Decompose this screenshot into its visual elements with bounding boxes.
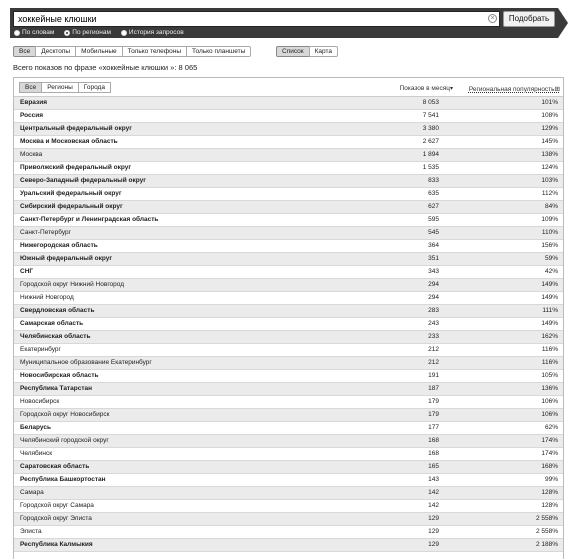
region-name[interactable]: Городской округ Новосибирск	[20, 411, 110, 418]
regional-popularity: 84%	[544, 203, 558, 210]
regional-popularity: 136%	[541, 385, 558, 392]
table-row	[14, 214, 563, 227]
region-filter-tab[interactable]: Города	[78, 82, 111, 93]
regional-popularity: 2 558%	[535, 528, 558, 535]
table-row	[14, 318, 563, 331]
table-row	[14, 136, 563, 149]
region-name[interactable]: Челябинская область	[20, 333, 91, 340]
table-row	[14, 188, 563, 201]
device-tab[interactable]: Только телефоны	[122, 46, 187, 57]
region-name[interactable]: Муниципальное образование Екатеринбург	[20, 359, 152, 366]
region-name[interactable]: Москва	[20, 151, 43, 158]
table-row	[14, 149, 563, 162]
shows-count: 294	[428, 281, 439, 288]
region-name[interactable]: Санкт-Петербург	[20, 229, 71, 236]
table-row	[14, 266, 563, 279]
table-row	[14, 461, 563, 474]
regional-popularity: 2 558%	[535, 515, 558, 522]
regional-popularity: 110%	[541, 229, 558, 236]
regional-popularity: 174%	[541, 450, 558, 457]
regional-popularity: 174%	[541, 437, 558, 444]
region-name[interactable]: Городской округ Элиста	[20, 515, 92, 522]
column-header-popularity[interactable]	[469, 85, 560, 93]
table-body	[14, 97, 563, 552]
table-row	[14, 175, 563, 188]
device-tab[interactable]: Только планшеты	[186, 46, 251, 57]
table-row	[14, 292, 563, 305]
region-table	[13, 77, 564, 559]
table-row	[14, 162, 563, 175]
shows-count: 833	[428, 177, 439, 184]
region-name[interactable]: Нижний Новгород	[20, 294, 74, 301]
region-name[interactable]: Нижегородская область	[20, 242, 98, 249]
region-name[interactable]: Республика Калмыкия	[20, 541, 93, 548]
regional-popularity: 168%	[541, 463, 558, 470]
shows-count: 168	[428, 437, 439, 444]
regional-popularity: 106%	[541, 398, 558, 405]
regional-popularity: 129%	[541, 125, 558, 132]
table-row	[14, 474, 563, 487]
regional-popularity: 59%	[544, 255, 558, 262]
region-filter-tabs	[19, 82, 110, 93]
regional-popularity: 124%	[541, 164, 558, 171]
search-mode-group	[14, 29, 184, 37]
region-filter-tab[interactable]: Все	[19, 82, 42, 93]
shows-count: 142	[428, 502, 439, 509]
regional-popularity: 99%	[544, 476, 558, 483]
regional-popularity: 138%	[541, 151, 558, 158]
search-mode-radio[interactable]	[64, 29, 111, 37]
table-row	[14, 396, 563, 409]
regional-popularity: 106%	[541, 411, 558, 418]
device-tab[interactable]: Десктопы	[35, 46, 76, 57]
column-header-shows-label: Показов в месяц	[399, 85, 450, 92]
table-row	[14, 383, 563, 396]
shows-count: 233	[428, 333, 439, 340]
region-name[interactable]: Челябинский городской округ	[20, 437, 109, 444]
table-row	[14, 279, 563, 292]
table-row	[14, 331, 563, 344]
view-tab[interactable]: Список	[276, 46, 310, 57]
regional-popularity: 105%	[541, 372, 558, 379]
region-name[interactable]: Свердловская область	[20, 307, 95, 314]
shows-count: 187	[428, 385, 439, 392]
radio-circle-icon	[121, 30, 127, 36]
search-mode-radio[interactable]	[14, 29, 54, 37]
shows-count: 545	[428, 229, 439, 236]
shows-count: 129	[428, 515, 439, 522]
shows-count: 627	[428, 203, 439, 210]
regional-popularity: 108%	[541, 112, 558, 119]
regional-popularity: 112%	[541, 190, 558, 197]
region-name[interactable]: СНГ	[20, 268, 34, 275]
total-shows-summary: Всего показов по фразе «хоккейные клюшки »: 8 065	[13, 63, 198, 72]
shows-count: 243	[428, 320, 439, 327]
table-row	[14, 110, 563, 123]
search-mode-label: По регионам	[72, 29, 111, 36]
table-row	[14, 513, 563, 526]
region-name[interactable]: Городской округ Нижний Новгород	[20, 281, 125, 288]
shows-count: 1 894	[422, 151, 439, 158]
regional-popularity: 149%	[541, 281, 558, 288]
region-name[interactable]: Приволжский федеральный округ	[20, 164, 132, 171]
column-header-popularity-label: Региональная популярность	[468, 86, 555, 93]
regional-popularity: 109%	[541, 216, 558, 223]
search-mode-label: История запросов	[128, 29, 184, 36]
region-name[interactable]: Уральский федеральный округ	[20, 190, 122, 197]
search-mode-label: По словам	[22, 29, 55, 36]
region-name[interactable]: Россия	[20, 112, 44, 119]
device-tabs	[13, 46, 250, 57]
shows-count: 177	[428, 424, 439, 431]
table-row	[14, 201, 563, 214]
popularity-info-icon: ⊞	[554, 86, 560, 93]
region-name[interactable]: Республика Татарстан	[20, 385, 93, 392]
regional-popularity: 2 188%	[535, 541, 558, 548]
search-button[interactable]: Подобрать	[503, 11, 555, 27]
table-row	[14, 123, 563, 136]
region-name[interactable]: Республика Башкортостан	[20, 476, 106, 483]
table-row	[14, 227, 563, 240]
view-tabs	[276, 46, 337, 57]
regional-popularity: 162%	[541, 333, 558, 340]
shows-count: 294	[428, 294, 439, 301]
region-name[interactable]: Санкт-Петербург и Ленинградская область	[20, 216, 159, 223]
search-bar	[10, 8, 558, 38]
region-name[interactable]: Элиста	[20, 528, 42, 535]
shows-count: 2 627	[422, 138, 439, 145]
region-name[interactable]: Самарская область	[20, 320, 84, 327]
shows-count: 179	[428, 398, 439, 405]
table-row	[14, 526, 563, 539]
shows-count: 142	[428, 489, 439, 496]
region-name[interactable]: Москва и Московская область	[20, 138, 118, 145]
table-row	[14, 409, 563, 422]
region-name[interactable]: Самара	[20, 489, 44, 496]
shows-count: 351	[428, 255, 439, 262]
regional-popularity: 149%	[541, 294, 558, 301]
region-name[interactable]: Северо-Западный федеральный округ	[20, 177, 146, 184]
region-filter-tab[interactable]: Регионы	[41, 82, 79, 93]
region-name[interactable]: Новосибирск	[20, 398, 60, 405]
table-row	[14, 448, 563, 461]
shows-count: 179	[428, 411, 439, 418]
table-row	[14, 539, 563, 552]
shows-count: 129	[428, 541, 439, 548]
table-row	[14, 357, 563, 370]
search-input[interactable]	[13, 11, 500, 27]
region-name[interactable]: Центральный федеральный округ	[20, 125, 132, 132]
region-name[interactable]: Екатеринбург	[20, 346, 61, 353]
shows-count: 1 535	[422, 164, 439, 171]
region-name[interactable]: Беларусь	[20, 424, 51, 431]
shows-count: 143	[428, 476, 439, 483]
regional-popularity: 145%	[541, 138, 558, 145]
region-name[interactable]: Челябинск	[20, 450, 53, 457]
region-name[interactable]: Южный федеральный округ	[20, 255, 113, 262]
view-tab[interactable]: Карта	[309, 46, 338, 57]
table-row	[14, 435, 563, 448]
table-row	[14, 97, 563, 110]
regional-popularity: 62%	[544, 424, 558, 431]
region-name[interactable]: Евразия	[20, 99, 48, 106]
clear-icon[interactable]: ×	[488, 14, 497, 23]
regional-popularity: 111%	[542, 307, 558, 314]
radio-circle-icon	[14, 30, 20, 36]
shows-count: 212	[428, 346, 439, 353]
regional-popularity: 128%	[541, 489, 558, 496]
regional-popularity: 116%	[541, 359, 558, 366]
shows-count: 168	[428, 450, 439, 457]
region-name[interactable]: Новосибирская область	[20, 372, 99, 379]
region-name[interactable]: Сибирский федеральный округ	[20, 203, 123, 210]
device-tab[interactable]: Все	[13, 46, 36, 57]
regional-popularity: 103%	[541, 177, 558, 184]
table-row	[14, 370, 563, 383]
table-row	[14, 305, 563, 318]
radio-circle-icon	[64, 30, 70, 36]
regional-popularity: 149%	[541, 320, 558, 327]
device-tab[interactable]: Мобильные	[75, 46, 123, 57]
shows-count: 3 380	[422, 125, 439, 132]
region-name[interactable]: Саратовская область	[20, 463, 90, 470]
table-row	[14, 487, 563, 500]
regional-popularity: 116%	[541, 346, 558, 353]
shows-count: 635	[428, 190, 439, 197]
regional-popularity: 156%	[541, 242, 558, 249]
shows-count: 191	[428, 372, 439, 379]
shows-count: 283	[428, 307, 439, 314]
shows-count: 165	[428, 463, 439, 470]
shows-count: 8 053	[422, 99, 439, 106]
table-row	[14, 422, 563, 435]
regional-popularity: 42%	[544, 268, 558, 275]
regional-popularity: 101%	[541, 99, 558, 106]
table-row	[14, 253, 563, 266]
shows-count: 129	[428, 528, 439, 535]
shows-count: 7 541	[422, 112, 439, 119]
regional-popularity: 128%	[541, 502, 558, 509]
table-row	[14, 240, 563, 253]
shows-count: 595	[428, 216, 439, 223]
column-header-shows[interactable]	[400, 85, 453, 92]
sort-arrow-icon: ▾	[449, 86, 453, 92]
shows-count: 343	[428, 268, 439, 275]
table-row	[14, 500, 563, 513]
search-mode-radio[interactable]	[121, 29, 184, 37]
shows-count: 364	[428, 242, 439, 249]
shows-count: 212	[428, 359, 439, 366]
table-row	[14, 344, 563, 357]
region-name[interactable]: Городской округ Самара	[20, 502, 94, 509]
table-header	[14, 78, 563, 97]
